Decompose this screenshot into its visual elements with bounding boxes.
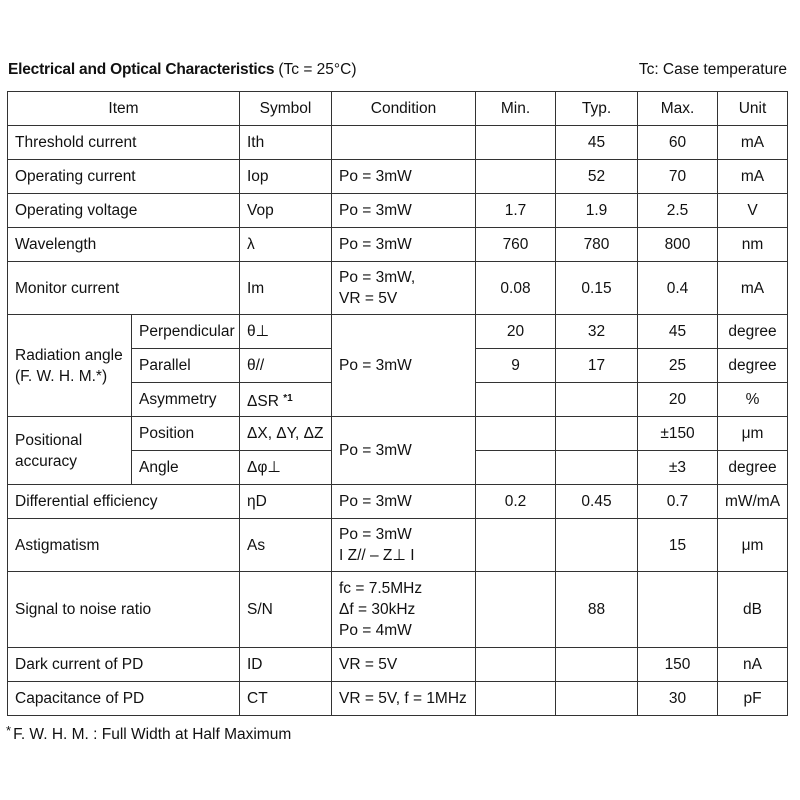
min-cell: [476, 451, 556, 485]
sub-item-cell: Position: [132, 417, 240, 451]
min-cell: [476, 682, 556, 716]
table-row: [8, 682, 788, 716]
condition-line: Δf = 30kHz: [339, 601, 416, 618]
symbol-cell: Iop: [240, 160, 332, 194]
unit-cell: μm: [718, 519, 788, 572]
condition-cell: Po = 3mW: [332, 228, 476, 262]
unit-cell: degree: [718, 315, 788, 349]
table-row: [8, 228, 788, 262]
item-cell: Dark current of PD: [8, 648, 240, 682]
min-cell: 20: [476, 315, 556, 349]
symbol-cell: ηD: [240, 485, 332, 519]
max-cell: 70: [638, 160, 718, 194]
column-header-max: Max.: [638, 92, 718, 126]
min-cell: [476, 383, 556, 417]
group-cell-radiation-angle: [8, 315, 132, 417]
unit-cell: μm: [718, 417, 788, 451]
column-header-min: Min.: [476, 92, 556, 126]
condition-line: fc = 7.5MHz: [339, 580, 423, 597]
min-cell: [476, 417, 556, 451]
min-cell: 9: [476, 349, 556, 383]
typ-cell: 780: [556, 228, 638, 262]
table-row: [8, 194, 788, 228]
condition-line: Po = 4mW: [339, 622, 412, 639]
table-row: [8, 160, 788, 194]
unit-cell: nm: [718, 228, 788, 262]
unit-cell: degree: [718, 451, 788, 485]
group-label-line: Radiation angle: [15, 346, 123, 364]
test-condition: (Tc = 25°C): [278, 61, 357, 78]
group-label-line: (F. W. H. M.*): [15, 367, 108, 385]
typ-cell: [556, 451, 638, 485]
table-row: [8, 417, 788, 451]
typ-cell: 17: [556, 349, 638, 383]
column-header-condition: Condition: [332, 92, 476, 126]
min-cell: [476, 126, 556, 160]
min-cell: [476, 572, 556, 648]
max-cell: 25: [638, 349, 718, 383]
condition-line: Po = 3mW: [339, 526, 412, 543]
condition-cell: [332, 572, 476, 648]
symbol-cell: ΔX, ΔY, ΔZ: [240, 417, 332, 451]
table-row: [8, 262, 788, 315]
column-header-symbol: Symbol: [240, 92, 332, 126]
symbol-cell: ID: [240, 648, 332, 682]
min-cell: 0.2: [476, 485, 556, 519]
table-row: [8, 519, 788, 572]
sub-item-cell: Asymmetry: [132, 383, 240, 417]
typ-cell: 0.45: [556, 485, 638, 519]
max-cell: 45: [638, 315, 718, 349]
footnote-reference: *1: [283, 392, 293, 404]
sub-item-cell: Perpendicular: [132, 315, 240, 349]
max-cell: ±150: [638, 417, 718, 451]
symbol-cell: θ//: [240, 349, 332, 383]
item-cell: Signal to noise ratio: [8, 572, 240, 648]
condition-cell: Po = 3mW: [332, 485, 476, 519]
condition-line: I Z// – Z⊥ I: [339, 547, 415, 564]
min-cell: 0.08: [476, 262, 556, 315]
column-header-unit: Unit: [718, 92, 788, 126]
max-cell: [638, 572, 718, 648]
typ-cell: [556, 519, 638, 572]
unit-cell: mA: [718, 262, 788, 315]
item-cell: Operating voltage: [8, 194, 240, 228]
min-cell: 760: [476, 228, 556, 262]
max-cell: 2.5: [638, 194, 718, 228]
condition-cell: [332, 519, 476, 572]
section-heading: [8, 59, 788, 81]
max-cell: 30: [638, 682, 718, 716]
unit-cell: dB: [718, 572, 788, 648]
condition-cell: Po = 3mW: [332, 194, 476, 228]
unit-cell: nA: [718, 648, 788, 682]
typ-cell: 45: [556, 126, 638, 160]
typ-cell: 0.15: [556, 262, 638, 315]
unit-cell: mW/mA: [718, 485, 788, 519]
unit-cell: V: [718, 194, 788, 228]
max-cell: 60: [638, 126, 718, 160]
footnote-text: F. W. H. M. : Full Width at Half Maximum: [13, 726, 292, 743]
unit-cell: %: [718, 383, 788, 417]
table-row: [8, 126, 788, 160]
condition-cell: Po = 3mW: [332, 160, 476, 194]
typ-cell: 88: [556, 572, 638, 648]
table-row: [8, 572, 788, 648]
group-label-line: Positional: [15, 431, 83, 449]
symbol-cell: θ⊥: [240, 315, 332, 349]
symbol-cell: λ: [240, 228, 332, 262]
typ-cell: 52: [556, 160, 638, 194]
sub-item-cell: Angle: [132, 451, 240, 485]
condition-line: Po = 3mW,: [339, 269, 416, 286]
typ-cell: [556, 682, 638, 716]
max-cell: 0.4: [638, 262, 718, 315]
unit-cell: mA: [718, 126, 788, 160]
typ-cell: [556, 383, 638, 417]
typ-cell: [556, 648, 638, 682]
unit-cell: mA: [718, 160, 788, 194]
symbol-cell: Δφ⊥: [240, 451, 332, 485]
item-cell: Astigmatism: [8, 519, 240, 572]
max-cell: 150: [638, 648, 718, 682]
typ-cell: 1.9: [556, 194, 638, 228]
table-row: [8, 485, 788, 519]
symbol-cell: Im: [240, 262, 332, 315]
condition-cell: Po = 3mW: [332, 315, 476, 417]
item-cell: Monitor current: [8, 262, 240, 315]
unit-cell: pF: [718, 682, 788, 716]
condition-cell: [332, 262, 476, 315]
condition-cell: Po = 3mW: [332, 417, 476, 485]
min-cell: [476, 519, 556, 572]
min-cell: [476, 648, 556, 682]
table-row: [8, 648, 788, 682]
section-title: Electrical and Optical Characteristics: [8, 61, 275, 78]
item-cell: Operating current: [8, 160, 240, 194]
table-row: [8, 315, 788, 349]
item-cell: Threshold current: [8, 126, 240, 160]
condition-line: VR = 5V: [339, 290, 398, 307]
sub-item-cell: Parallel: [132, 349, 240, 383]
column-header-item: Item: [8, 92, 240, 126]
min-cell: [476, 160, 556, 194]
symbol-cell: Ith: [240, 126, 332, 160]
max-cell: 15: [638, 519, 718, 572]
min-cell: 1.7: [476, 194, 556, 228]
symbol-cell: CT: [240, 682, 332, 716]
max-cell: 800: [638, 228, 718, 262]
item-cell: Capacitance of PD: [8, 682, 240, 716]
max-cell: 0.7: [638, 485, 718, 519]
footnote: [6, 720, 606, 742]
condition-cell: VR = 5V: [332, 648, 476, 682]
table-header-row: [8, 92, 788, 126]
group-label-line: accuracy: [15, 452, 78, 470]
item-cell: Wavelength: [8, 228, 240, 262]
symbol-cell: S/N: [240, 572, 332, 648]
footnote-mark: *: [6, 723, 12, 738]
characteristics-table: [7, 91, 788, 716]
item-cell: Differential efficiency: [8, 485, 240, 519]
group-cell-positional-accuracy: [8, 417, 132, 485]
symbol-text: ΔSR: [247, 392, 279, 410]
condition-cell: VR = 5V, f = 1MHz: [332, 682, 476, 716]
max-cell: ±3: [638, 451, 718, 485]
typ-cell: [556, 417, 638, 451]
symbol-cell: As: [240, 519, 332, 572]
symbol-cell: Vop: [240, 194, 332, 228]
unit-cell: degree: [718, 349, 788, 383]
column-header-typ: Typ.: [556, 92, 638, 126]
typ-cell: 32: [556, 315, 638, 349]
case-temperature-note: Tc: Case temperature: [638, 61, 787, 78]
symbol-cell: [240, 383, 332, 417]
max-cell: 20: [638, 383, 718, 417]
condition-cell: [332, 126, 476, 160]
